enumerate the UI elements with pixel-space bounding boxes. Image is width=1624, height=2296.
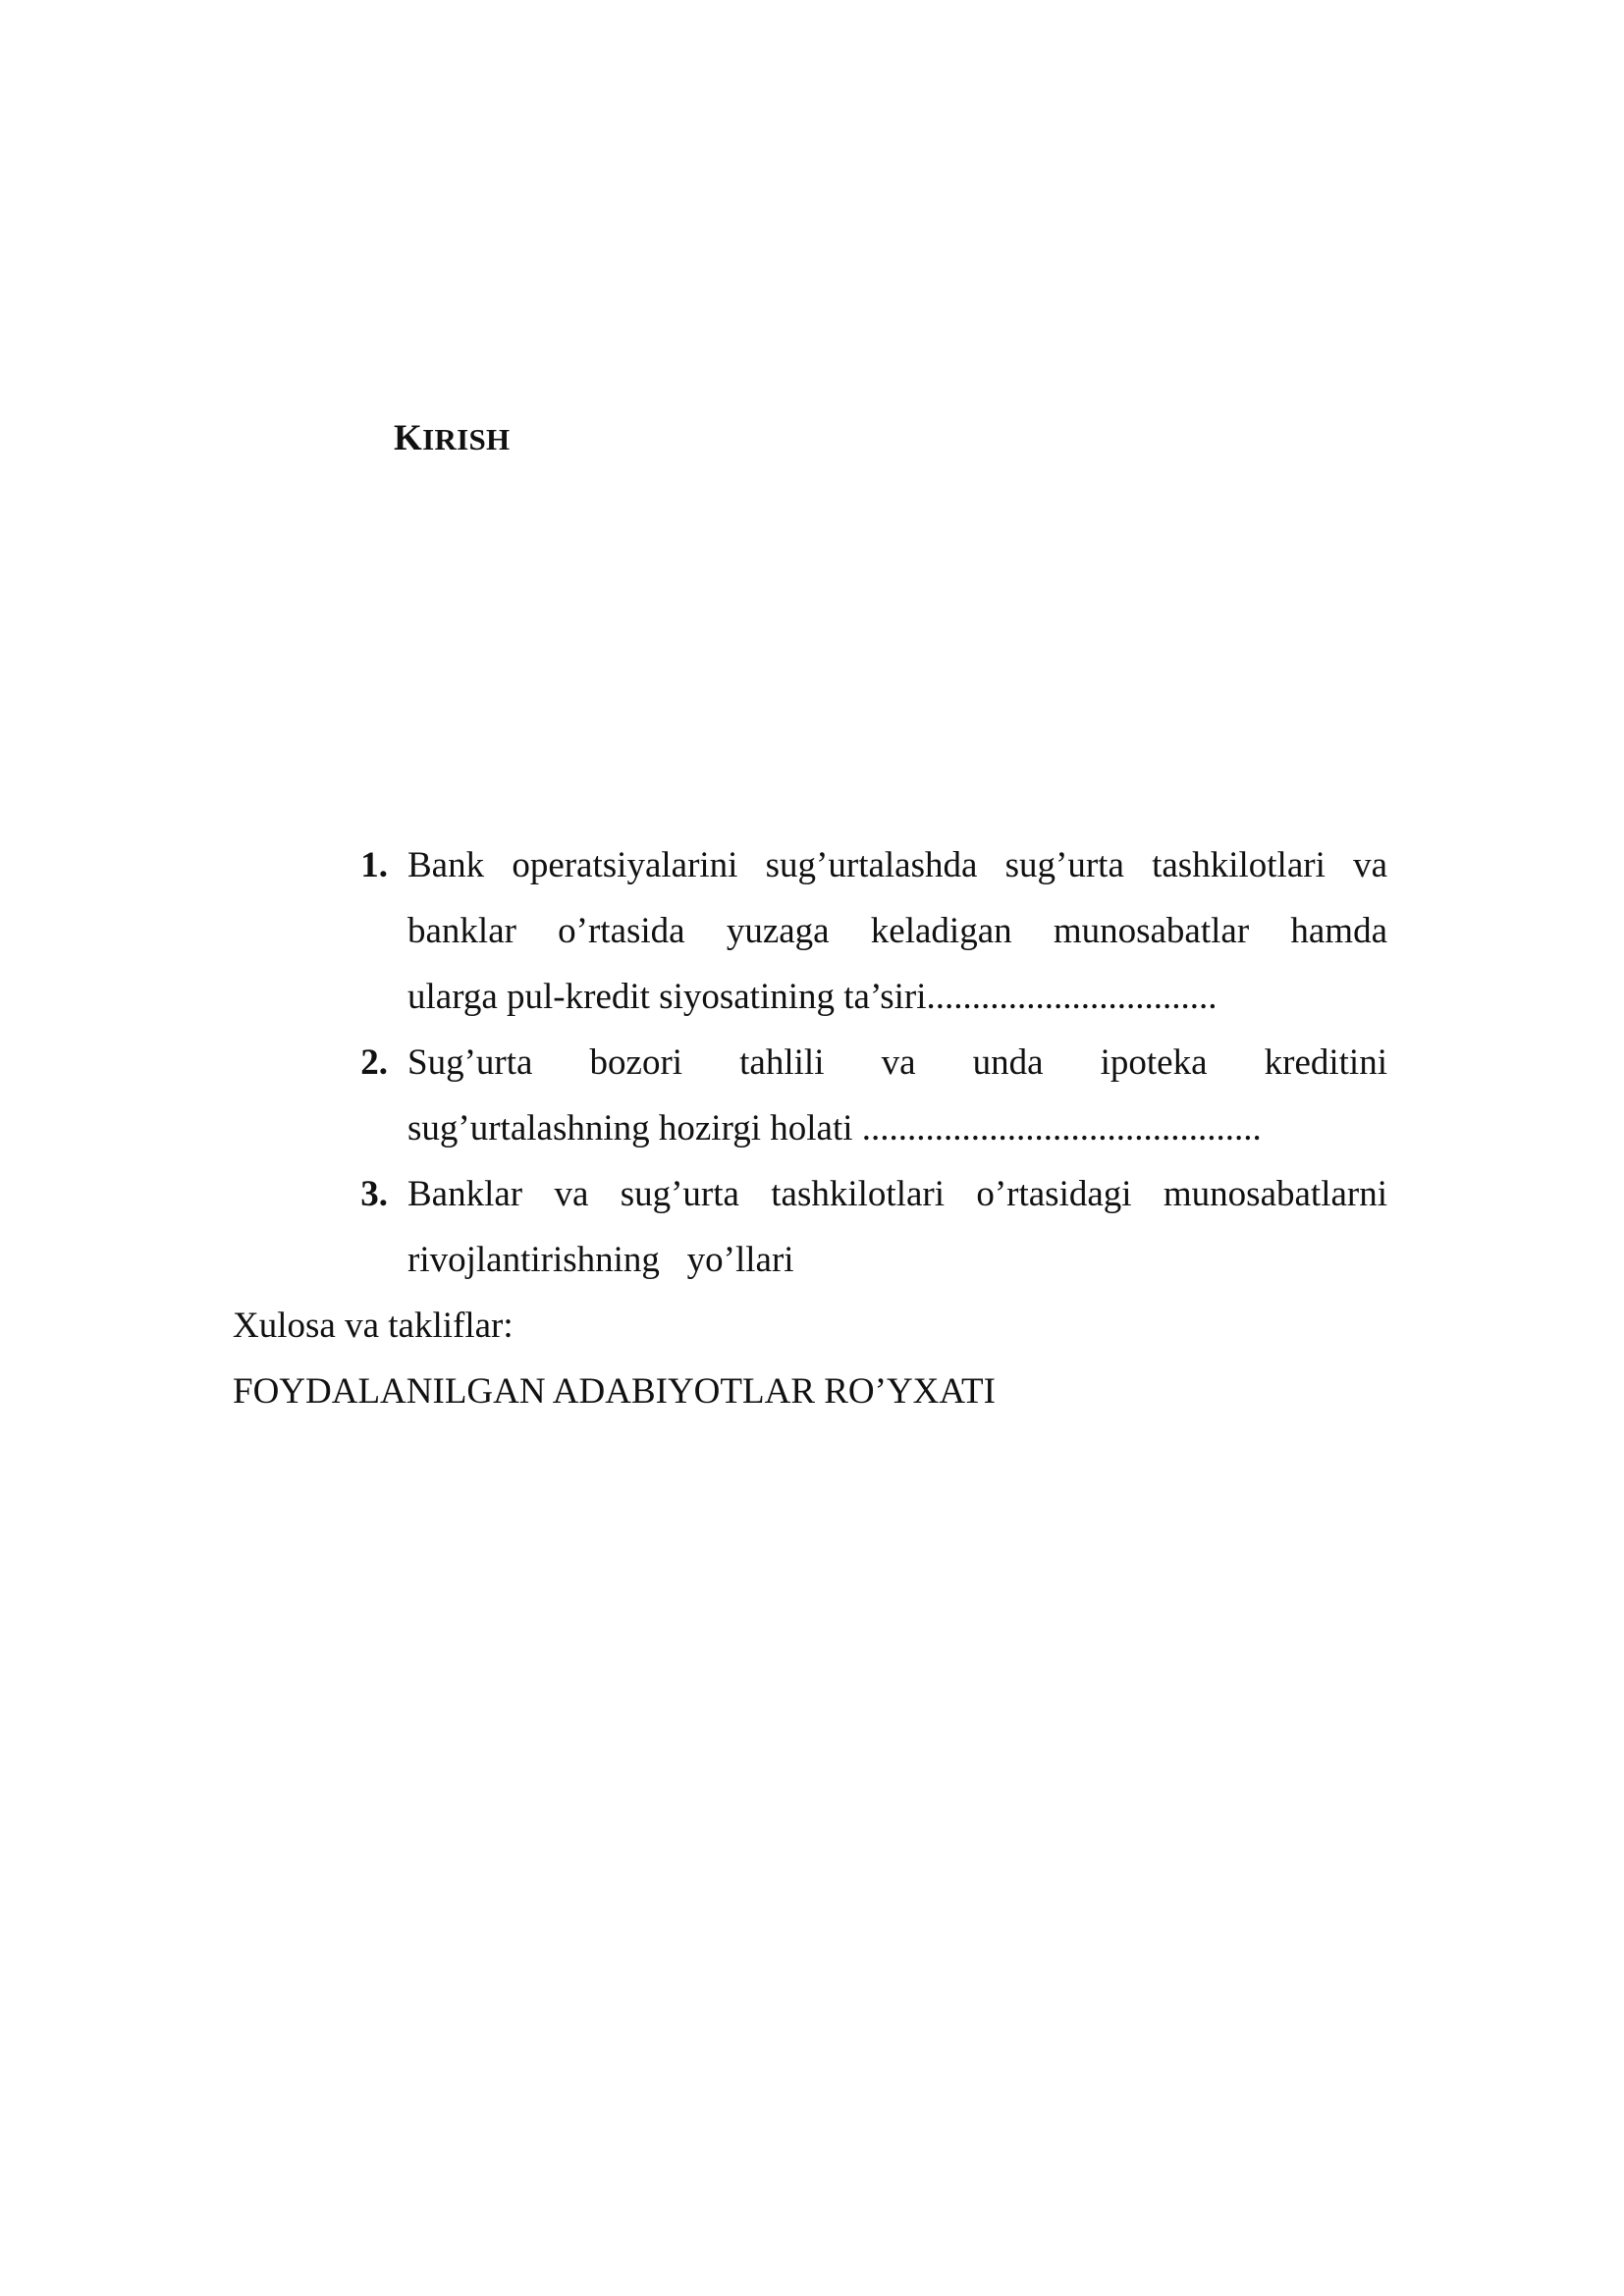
toc-item-line: Bank operatsiyalarini sug’urtalashda sug’urta tashkilotlari va	[407, 845, 1387, 885]
toc-item-2	[339, 1030, 1387, 1161]
toc-item-line: Sug’urta bozori tahlili va unda ipoteka kreditini	[407, 1042, 1387, 1083]
toc-item-line: banklar o’rtasida yuzaga keladigan munosabatlar hamda	[407, 911, 1387, 951]
toc-item-text	[407, 1161, 1387, 1293]
heading-rest: IRISH	[422, 422, 511, 456]
toc-item-1	[339, 832, 1387, 1030]
references-line: FOYDALANILGAN ADABIYOTLAR RO’YXATI	[233, 1371, 996, 1412]
toc-item-text	[407, 832, 1387, 1030]
heading-initial: K	[394, 418, 423, 458]
table-of-contents	[339, 832, 1387, 1293]
toc-item-number: 2.	[360, 1042, 388, 1083]
toc-item-text	[407, 1030, 1387, 1161]
toc-item-3	[339, 1161, 1387, 1293]
toc-item-line: rivojlantirishning yo’llari	[407, 1240, 794, 1280]
page-heading	[394, 420, 510, 456]
toc-item-line: sug’urtalashning hozirgi holati ............................................	[407, 1108, 1262, 1148]
toc-item-number: 1.	[360, 845, 388, 885]
toc-item-number: 3.	[360, 1174, 388, 1214]
conclusion-line: Xulosa va takliflar:	[233, 1306, 514, 1346]
toc-item-line: ularga pul-kredit siyosatining ta’siri................................	[407, 977, 1218, 1017]
toc-item-line: Banklar va sug’urta tashkilotlari o’rtasidagi munosabatlarni	[407, 1174, 1387, 1214]
